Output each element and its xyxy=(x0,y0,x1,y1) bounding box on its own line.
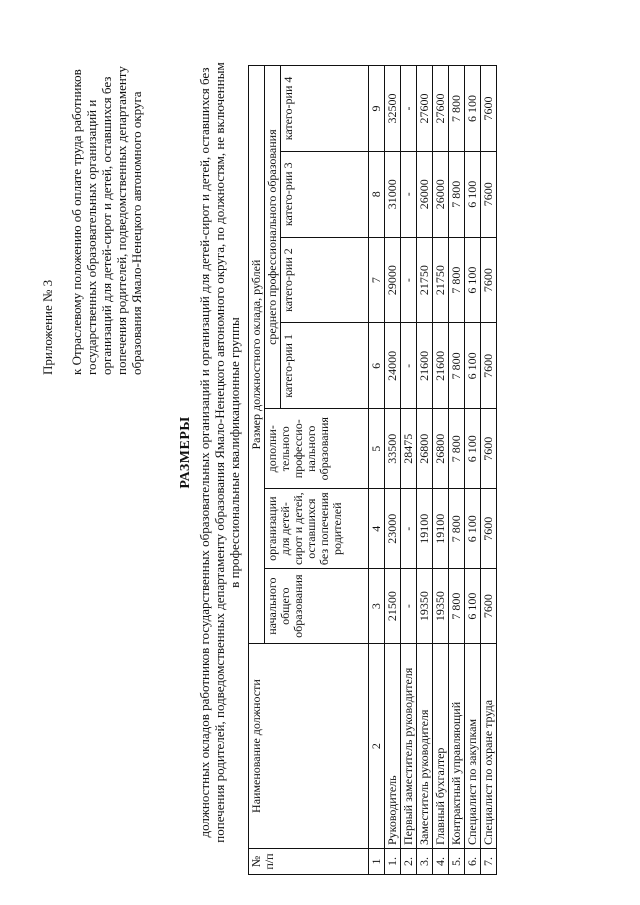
row-number: 4. xyxy=(433,849,449,875)
appendix-text: к Отраслевому положению об оплате труда работников государственных образовательных организаций и организаций для детей-сирот и детей, оставшихся без попечения родителей, подведомственных департаменту образования Ямало-Ненецкого автономного округа xyxy=(69,66,144,375)
salary-value: 6 100 xyxy=(465,489,481,569)
salary-value: 6 100 xyxy=(465,151,481,237)
header-additional-education: дополни-тельного профессио-нального образования xyxy=(265,409,369,489)
salary-value: 7600 xyxy=(481,66,497,152)
salary-value: 7 800 xyxy=(449,409,465,489)
salary-value: 21750 xyxy=(417,237,433,323)
row-number: 1. xyxy=(385,849,401,875)
salary-value: 29000 xyxy=(385,237,401,323)
position-name: Руководитель xyxy=(385,644,401,849)
salary-value: 26000 xyxy=(433,151,449,237)
salary-value: 21500 xyxy=(385,569,401,644)
salary-value: - xyxy=(401,237,417,323)
row-number: 5. xyxy=(449,849,465,875)
salary-value: 26800 xyxy=(417,409,433,489)
row-number: 3. xyxy=(417,849,433,875)
header-category-3: катего-рии 3 xyxy=(281,151,369,237)
salary-value: 6 100 xyxy=(465,409,481,489)
salary-value: 19100 xyxy=(417,489,433,569)
salary-value: - xyxy=(401,489,417,569)
column-number: 2 xyxy=(369,644,385,849)
header-category-4: катего-рии 4 xyxy=(281,66,369,152)
position-name: Специалист по закупкам xyxy=(465,644,481,849)
header-category-1: катего-рии 1 xyxy=(281,323,369,409)
salary-value: 7 800 xyxy=(449,569,465,644)
column-number: 7 xyxy=(369,237,385,323)
position-name: Заместитель руководителя xyxy=(417,644,433,849)
salary-value: 7600 xyxy=(481,323,497,409)
row-number: 7. xyxy=(481,849,497,875)
salary-value: 32500 xyxy=(385,66,401,152)
salary-value: 27600 xyxy=(417,66,433,152)
column-number: 9 xyxy=(369,66,385,152)
table-row xyxy=(449,66,465,875)
salary-value: 26800 xyxy=(433,409,449,489)
salary-value: 27600 xyxy=(433,66,449,152)
table-row xyxy=(481,66,497,875)
salary-value: 23000 xyxy=(385,489,401,569)
header-salary-size: Размер должностного оклада, рублей xyxy=(249,66,265,644)
header-num: № п/п xyxy=(249,849,369,875)
table-row xyxy=(385,66,401,875)
salary-value: 28475 xyxy=(401,409,417,489)
table-row xyxy=(465,66,481,875)
table-row xyxy=(417,66,433,875)
column-number: 8 xyxy=(369,151,385,237)
table-row xyxy=(401,66,417,875)
salary-value: 7 800 xyxy=(449,489,465,569)
salary-value: 6 100 xyxy=(465,237,481,323)
row-number: 2. xyxy=(401,849,417,875)
header-position: Наименование должности xyxy=(249,644,369,849)
salary-value: 7600 xyxy=(481,237,497,323)
salary-value: 7600 xyxy=(481,409,497,489)
salary-value: 33500 xyxy=(385,409,401,489)
salary-value: 7 800 xyxy=(449,237,465,323)
header-orphan-organizations: организации для детей-сирот и детей, оставшихся без попечения родителей xyxy=(265,489,369,569)
header-category-2: катего-рии 2 xyxy=(281,237,369,323)
salary-value: - xyxy=(401,569,417,644)
position-name: Контрактный управляющий xyxy=(449,644,465,849)
salary-value: 7 800 xyxy=(449,323,465,409)
salary-value: - xyxy=(401,151,417,237)
header-secondary-professional: среднего профессионального образования xyxy=(265,66,281,409)
salary-value: 7600 xyxy=(481,569,497,644)
salary-value: 19350 xyxy=(433,569,449,644)
salary-value: 7 800 xyxy=(449,151,465,237)
column-numbers-row xyxy=(369,66,385,875)
salary-value: 19100 xyxy=(433,489,449,569)
document-subtitle: должностных окладов работников государственных образовательных организаций и организаций для детей-сирот и детей, оставшихся без попечения родителей, подведомственных департаменту образования Ямало-Ненецкого автономного округа, по должностям, не включенным в профессиональные квалификационные группы xyxy=(197,62,242,843)
salary-value: 6 100 xyxy=(465,569,481,644)
document-title: РАЗМЕРЫ xyxy=(178,416,193,489)
position-name: Первый заместитель руководителя xyxy=(401,644,417,849)
salary-value: 19350 xyxy=(417,569,433,644)
salary-value: 21750 xyxy=(433,237,449,323)
salary-value: 7600 xyxy=(481,151,497,237)
salary-table xyxy=(248,65,497,875)
header-primary-education: начального общего образования xyxy=(265,569,369,644)
salary-value: - xyxy=(401,66,417,152)
position-name: Главный бухгалтер xyxy=(433,644,449,849)
salary-value: - xyxy=(401,323,417,409)
salary-value: 21600 xyxy=(417,323,433,409)
table-row xyxy=(433,66,449,875)
salary-value: 26000 xyxy=(417,151,433,237)
column-number: 6 xyxy=(369,323,385,409)
row-number: 6. xyxy=(465,849,481,875)
salary-value: 24000 xyxy=(385,323,401,409)
salary-value: 31000 xyxy=(385,151,401,237)
appendix-block xyxy=(40,60,144,375)
salary-value: 7 800 xyxy=(449,66,465,152)
salary-value: 6 100 xyxy=(465,66,481,152)
column-number: 3 xyxy=(369,569,385,644)
column-number: 4 xyxy=(369,489,385,569)
salary-value: 7600 xyxy=(481,489,497,569)
position-name: Специалист по охране труда xyxy=(481,644,497,849)
salary-value: 6 100 xyxy=(465,323,481,409)
column-number: 5 xyxy=(369,409,385,489)
column-number: 1 xyxy=(369,849,385,875)
salary-value: 21600 xyxy=(433,323,449,409)
appendix-number: Приложение № 3 xyxy=(40,279,55,375)
heading-block xyxy=(178,60,242,845)
